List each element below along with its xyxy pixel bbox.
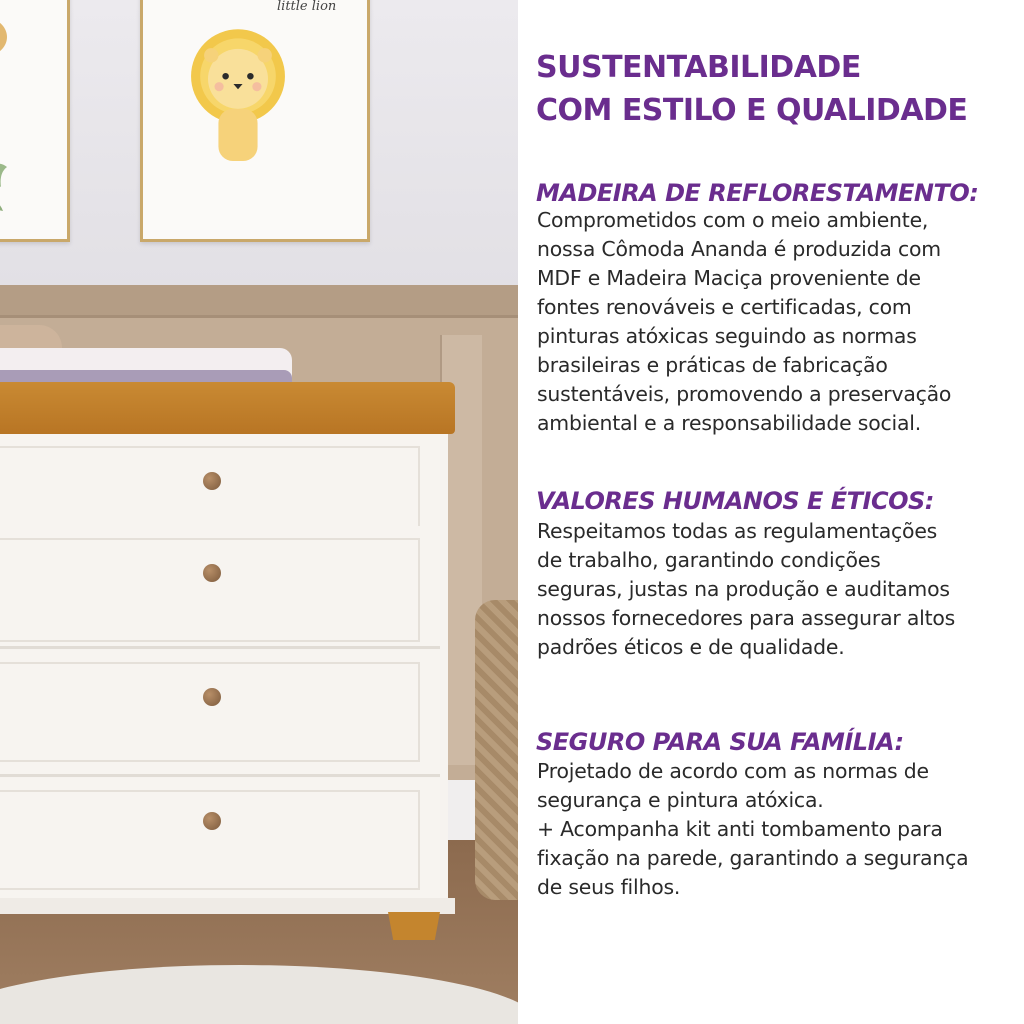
lion-icon: [163, 11, 313, 161]
section-title: VALORES HUMANOS E ÉTICOS:: [536, 487, 934, 515]
heading-line: SUSTENTABILIDADE: [536, 50, 861, 85]
body-line: ambiental e a responsabilidade social.: [537, 411, 922, 435]
drawer-knob: [203, 688, 221, 706]
body-line: pinturas atóxicas seguindo as normas: [537, 324, 917, 348]
drawer: [0, 526, 440, 649]
wicker-basket: [475, 600, 518, 900]
body-line: brasileiras e práticas de fabricação: [537, 353, 888, 377]
dresser-foot: [388, 912, 440, 940]
section-body: [537, 517, 955, 662]
body-line: de seus filhos.: [537, 875, 681, 899]
body-line: MDF e Madeira Maciça proveniente de: [537, 266, 921, 290]
dresser-plinth: [0, 898, 455, 914]
body-line: Comprometidos com o meio ambiente,: [537, 208, 929, 232]
body-line: de trabalho, garantindo condições: [537, 548, 881, 572]
body-line: nossa Cômoda Ananda é produzida com: [537, 237, 941, 261]
body-line: sustentáveis, promovendo a preservação: [537, 382, 952, 406]
body-line: fontes renováveis e certificadas, com: [537, 295, 912, 319]
poster-caption: little lion: [277, 0, 337, 14]
body-line: nossos fornecedores para assegurar altos: [537, 606, 956, 630]
dresser-top: [0, 382, 455, 434]
drawer-knob: [203, 564, 221, 582]
drawer-knob: [203, 812, 221, 830]
dresser: [0, 434, 448, 912]
body-line: + Acompanha kit anti tombamento para: [537, 817, 943, 841]
drawer-panel: [0, 538, 420, 642]
lion-poster: [140, 0, 370, 242]
drawer: [0, 778, 440, 905]
body-line: padrões éticos e de qualidade.: [537, 635, 845, 659]
body-line: segurança e pintura atóxica.: [537, 788, 824, 812]
heading-line: COM ESTILO E QUALIDADE: [536, 93, 968, 128]
body-line: fixação na parede, garantindo a segurança: [537, 846, 969, 870]
drawer-knob: [203, 472, 221, 490]
drawer-panel: [0, 662, 420, 762]
drawer-panel: [0, 790, 420, 890]
body-line: seguras, justas na produção e auditamos: [537, 577, 950, 601]
section-body: [537, 206, 951, 438]
page-heading: [536, 46, 967, 132]
drawer: [0, 650, 440, 777]
giraffe-poster: [0, 0, 70, 242]
giraffe-icon: [0, 0, 67, 239]
body-line: Respeitamos todas as regulamentações: [537, 519, 938, 543]
drawer-panel: [0, 446, 420, 534]
section-body: [537, 757, 968, 902]
section-title: SEGURO PARA SUA FAMÍLIA:: [536, 728, 904, 756]
body-line: Projetado de acordo com as normas de: [537, 759, 929, 783]
section-title: MADEIRA DE REFLORESTAMENTO:: [536, 179, 979, 207]
wall-rail: [0, 285, 518, 318]
